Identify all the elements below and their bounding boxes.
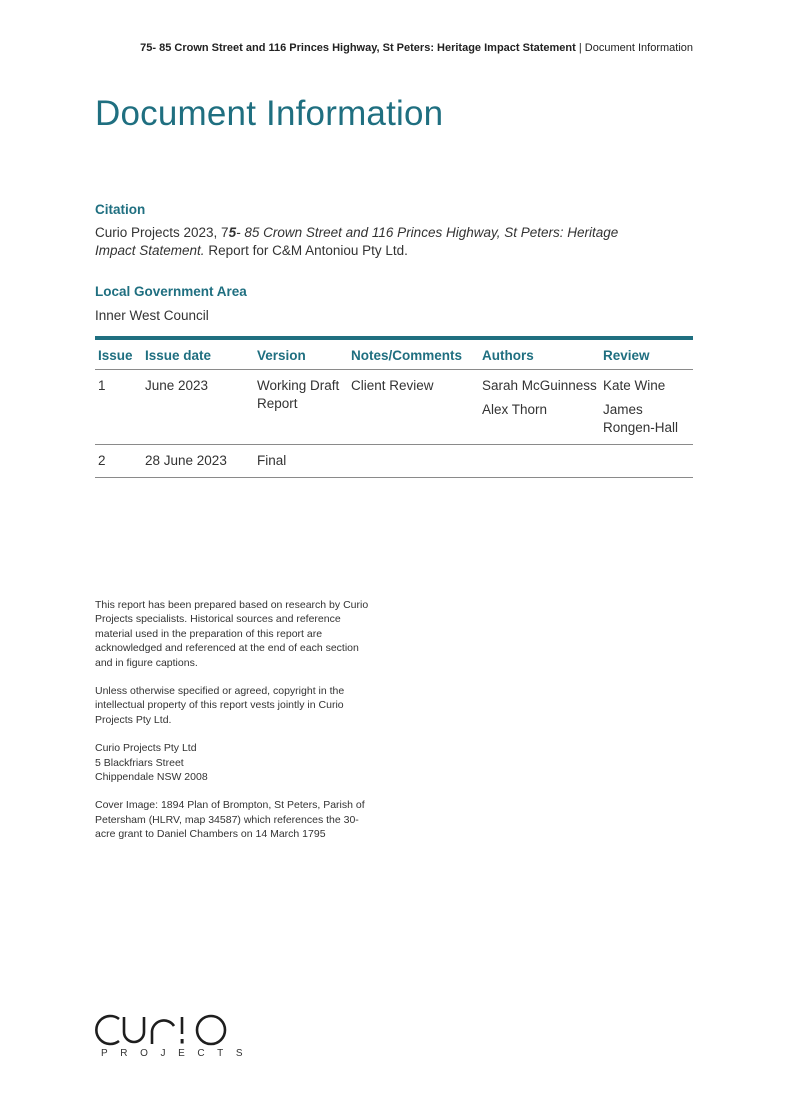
suburb-address: Chippendale NSW 2008 (95, 771, 208, 784)
col-header-issue-date: Issue date (142, 338, 254, 370)
cover-image-note: Cover Image: 1894 Plan of Brompton, St Peters, Parish of Petersham (HLRV, map 34587) which references the 30-acre grant to Daniel Chambers on 14 March 1795 (95, 799, 365, 841)
cell-version: Working Draft Report (257, 378, 340, 411)
reviewer-name: Kate Wine (603, 378, 666, 393)
author-name: Alex Thorn (482, 402, 548, 417)
col-header-notes: Notes/Comments (348, 338, 479, 370)
cell-date: 28 June 2023 (145, 453, 227, 468)
running-header (0, 42, 693, 54)
reviewer-name: James Rongen-Hall (603, 402, 679, 435)
copyright-note: Unless otherwise specified or agreed, copyright in the intellectual property of this report vests jointly in Curio Projects Pty Ltd. (95, 685, 345, 726)
citation-italic-title: - 85 Crown Street and 116 Princes Highway, St Peters: Heritage Impact Statement. (95, 225, 619, 258)
cell-issue: 2 (98, 453, 106, 468)
cell-date: June 2023 (145, 378, 209, 393)
col-header-authors: Authors (479, 338, 600, 370)
citation-text (95, 224, 655, 260)
col-header-issue: Issue (95, 338, 142, 370)
company-name: Curio Projects Pty Ltd (95, 742, 197, 755)
cell-notes: Client Review (351, 378, 434, 393)
cell-review (600, 370, 693, 445)
logo-projects-text: PROJECTS (101, 1048, 256, 1059)
cell-authors (479, 445, 600, 478)
col-header-version: Version (254, 338, 348, 370)
issue-table-header-row (95, 338, 693, 370)
issue-table (95, 336, 693, 478)
header-doc-title: 75- 85 Crown Street and 116 Princes Highway, St Peters: Heritage Impact Statement (140, 42, 576, 54)
curio-wordmark-icon (95, 1010, 231, 1046)
citation-suffix: Report for C&M Antoniou Pty Ltd. (204, 243, 408, 258)
citation-bold-digit: 5 (228, 225, 237, 240)
cell-notes (348, 445, 479, 478)
street-address: 5 Blackfriars Street (95, 756, 184, 769)
author-name: Sarah McGuinness (482, 378, 597, 393)
curio-projects-logo (95, 1010, 255, 1059)
citation-prefix: Curio Projects 2023, 7 (95, 225, 229, 240)
col-header-review: Review (600, 338, 693, 370)
report-notes (95, 598, 370, 856)
header-separator: | (578, 42, 582, 54)
cell-review (600, 445, 693, 478)
lga-heading: Local Government Area (95, 284, 247, 299)
page-title: Document Information (95, 94, 444, 133)
citation-heading: Citation (95, 202, 146, 217)
lga-value: Inner West Council (95, 308, 209, 323)
table-row (95, 370, 693, 445)
table-row (95, 445, 693, 478)
company-address (95, 741, 370, 784)
research-note: This report has been prepared based on research by Curio Projects specialists. Historical sources and reference material used in the preparation of this report are acknowledged and referenced at the end of each section and in figure captions. (95, 599, 369, 669)
header-section: Document Information (584, 42, 693, 54)
cell-authors (479, 370, 600, 445)
cell-issue: 1 (98, 378, 106, 393)
cell-version: Final (257, 453, 287, 468)
